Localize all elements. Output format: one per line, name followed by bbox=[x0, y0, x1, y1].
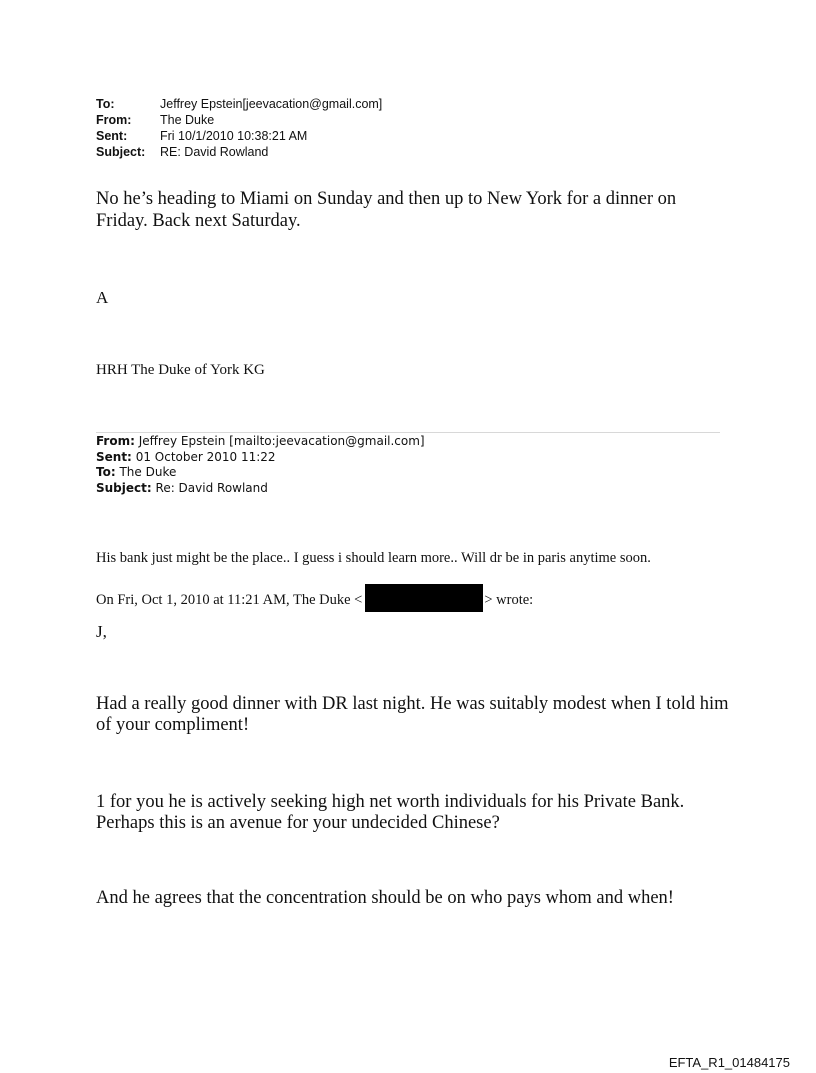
document-id: EFTA_R1_01484175 bbox=[668, 1055, 790, 1070]
attribution-prefix: On Fri, Oct 1, 2010 at 11:21 AM, The Duke < bbox=[96, 592, 363, 608]
quoted-to-value: The Duke bbox=[119, 465, 177, 479]
quoted-subject-label: Subject: bbox=[96, 480, 152, 495]
sent-value: Fri 10/1/2010 10:38:21 AM bbox=[160, 129, 308, 143]
to-label: To: bbox=[96, 97, 115, 111]
quoted-header bbox=[96, 434, 425, 496]
quoted-sent-row bbox=[96, 450, 425, 466]
from-value: The Duke bbox=[160, 113, 215, 127]
quote-divider bbox=[96, 432, 720, 433]
quote-attribution bbox=[96, 584, 533, 612]
quoted-from-label: From: bbox=[96, 434, 135, 448]
sent-label: Sent: bbox=[96, 129, 128, 143]
redaction-block bbox=[365, 584, 483, 612]
quoted-from-value: Jeffrey Epstein [mailto:jeevacation@gmail.com] bbox=[138, 434, 425, 448]
quoted-sent-value: 01 October 2010 11:22 bbox=[135, 449, 276, 464]
email-header bbox=[96, 96, 382, 160]
to-row bbox=[96, 96, 382, 112]
quoted-paragraph-1: Had a really good dinner with DR last night. He was suitably modest when I told him of your compliment! bbox=[96, 694, 729, 735]
quoted-subject-value: Re: David Rowland bbox=[155, 480, 268, 495]
quoted-paragraph-3: And he agrees that the concentration should be on who pays whom and when! bbox=[96, 888, 674, 908]
subject-label: Subject: bbox=[96, 145, 146, 159]
to-value: Jeffrey Epstein[jeevacation@gmail.com] bbox=[160, 97, 383, 111]
quoted-to-label: To: bbox=[96, 465, 116, 479]
quoted-to-row bbox=[96, 465, 425, 481]
from-row bbox=[96, 112, 382, 128]
reply-body: No he’s heading to Miami on Sunday and then up to New York for a dinner on Friday. Back next Saturday. bbox=[96, 189, 677, 231]
reply-initial: A bbox=[96, 288, 109, 307]
quoted-body: His bank just might be the place.. I guess i should learn more.. Will dr be in paris anytime soon. bbox=[96, 550, 651, 566]
quoted-paragraph-2: 1 for you he is actively seeking high net worth individuals for his Private Bank. Perhaps this is an avenue for your undecided Chinese? bbox=[96, 792, 685, 833]
sent-row bbox=[96, 128, 382, 144]
quoted-greeting: J, bbox=[96, 622, 107, 641]
subject-row bbox=[96, 144, 382, 160]
quoted-sent-label: Sent: bbox=[96, 449, 132, 464]
subject-value: RE: David Rowland bbox=[160, 145, 269, 159]
quoted-from-row bbox=[96, 434, 425, 450]
attribution-suffix: > wrote: bbox=[484, 592, 534, 608]
from-label: From: bbox=[96, 113, 132, 127]
quoted-subject-row bbox=[96, 481, 425, 497]
reply-signature: HRH The Duke of York KG bbox=[96, 362, 265, 378]
